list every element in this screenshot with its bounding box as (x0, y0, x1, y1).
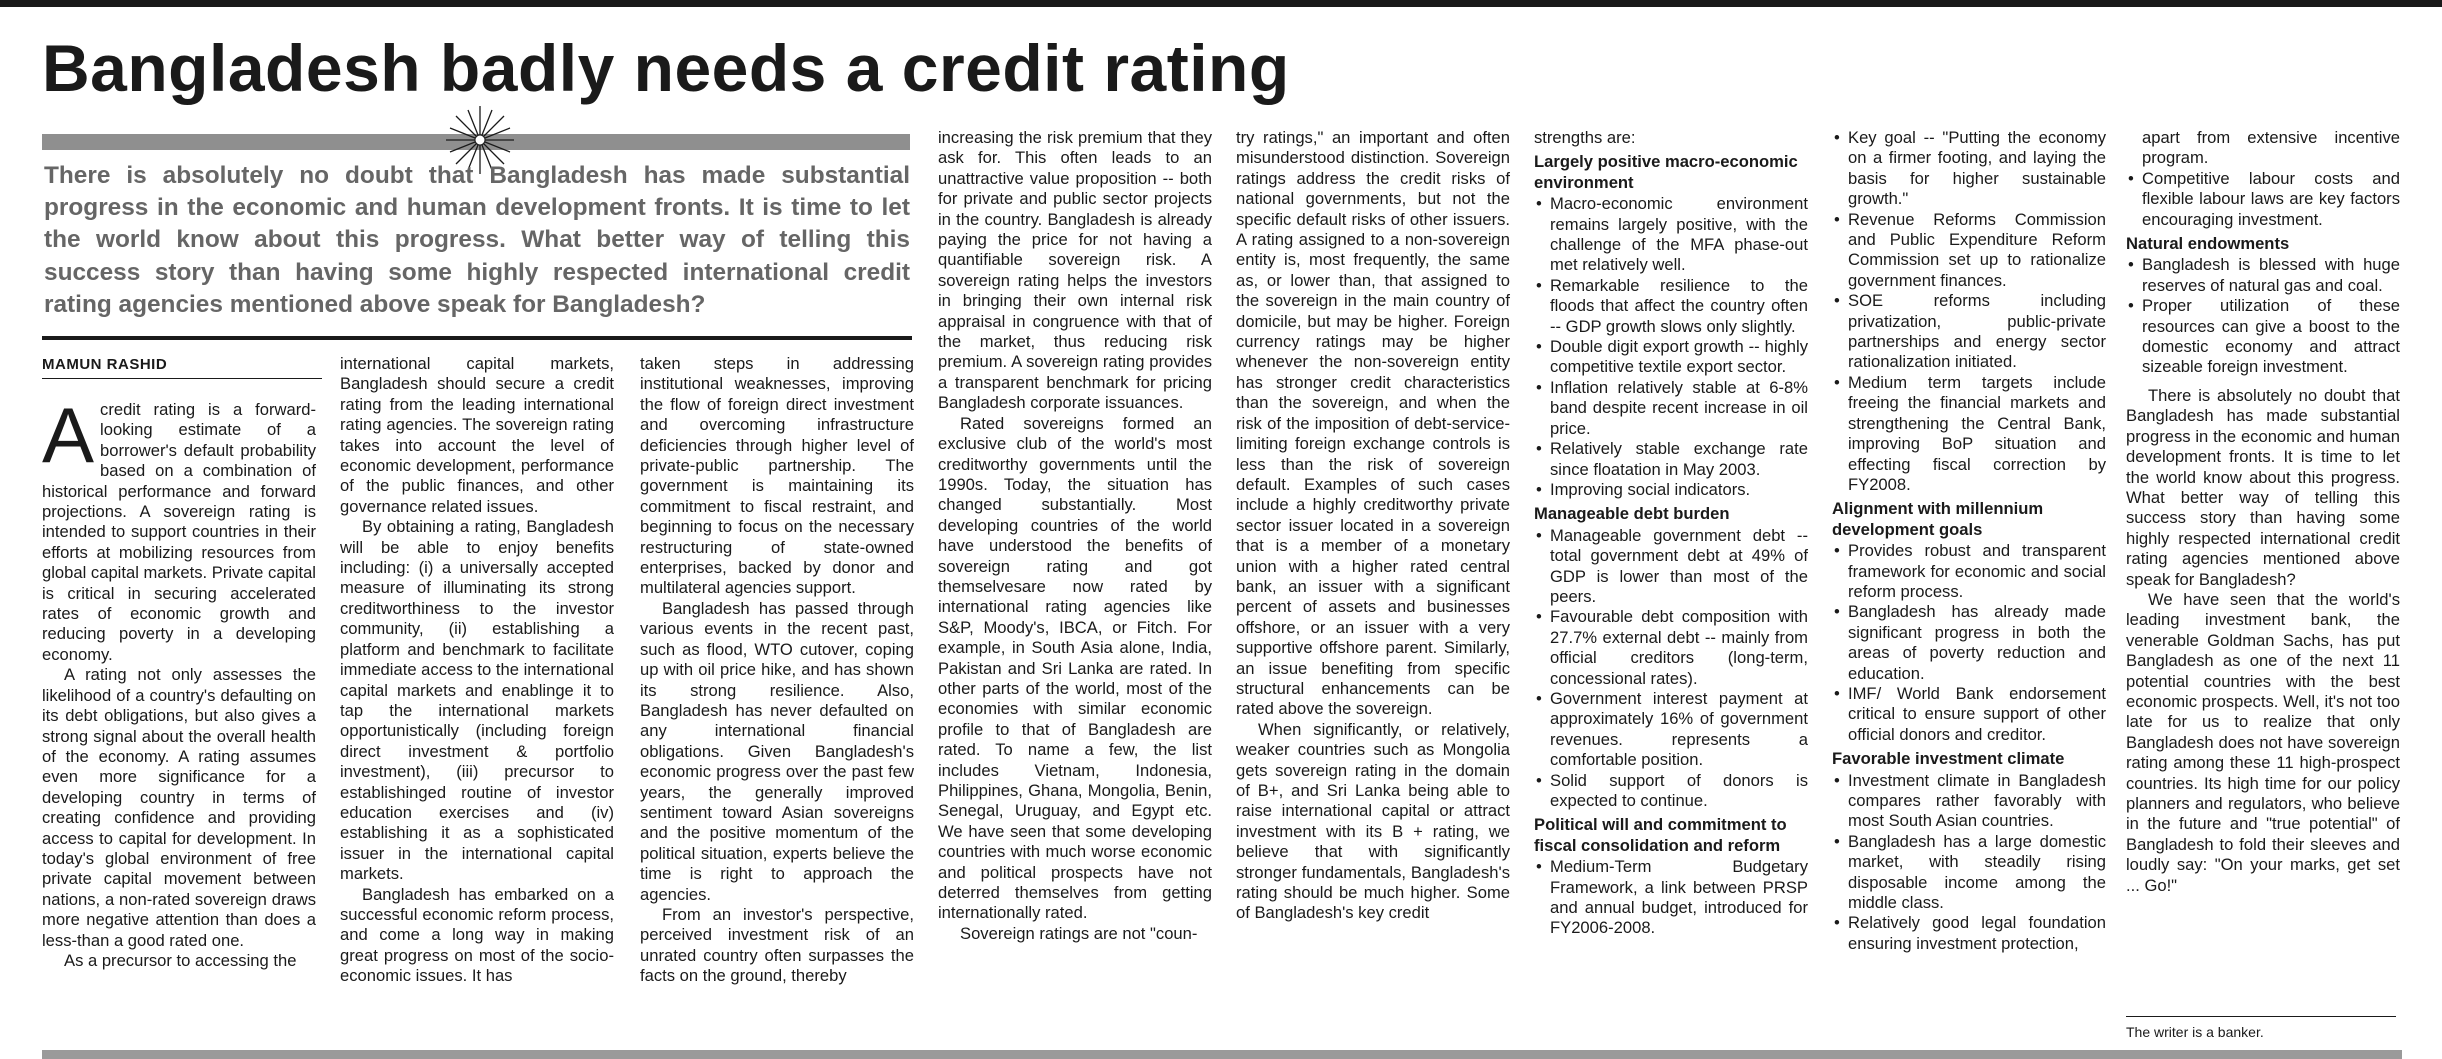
byline: MAMUN RASHID (42, 356, 168, 373)
list-item: • Remarkable resilience to the floods that affect the country often -- GDP growth slows only slightly. (1534, 276, 1808, 337)
paragraph: As a precursor to accessing the (64, 950, 297, 970)
standfirst: There is absolutely no doubt that Bangladesh has made substantial progress in the economic and human development fronts. It is time to let the world know about this progress. What better way of telling this success story than having some highly respected international credit rating agencies mentioned above speak for Bangladesh? (44, 162, 910, 318)
column-4 (938, 128, 1212, 944)
bullet-list (1832, 128, 2106, 495)
list-item: • Competitive labour costs and flexible labour laws are key factors encouraging investment. (2126, 169, 2400, 230)
paragraph: increasing the risk premium that they ask for. This often leads to an unattractive value proposition -- both for private and public sector projects in the country. Bangladesh is already paying the price for not having a quantifiable sovereign risk. A sovereign rating helps the investors in bringing their own internal risk appraisal in congruence with that of the market, thus reducing risk premium. A sovereign rating provides a transparent benchmark for pricing Bangladesh corporate issuances. (938, 128, 1212, 413)
list-item: • Investment climate in Bangladesh compares rather favorably with most South Asian countries. (1832, 771, 2106, 832)
paragraph: Rated sovereigns formed an exclusive club of the world's most creditworthy governments until the 1990s. Today, the situation has changed substantially. Most developing countries of the world have understood the benefits of sovereign rating and got themselvesare now rated by international rating agencies like S&P, Moody's, IBCA, or Fitch. For example, in South Asia alone, India, Pakistan and Sri Lanka are rated. In other parts of the world, most of the economies with similar economic profile to that of Bangladesh are rated. To name a few, the list includes Vietnam, Indonesia, Philippines, Ghana, Mongolia, Benin, Senegal, Uruguay, and Egypt etc. We have seen that some developing countries with much worse economic and political prospects have not deterred themselves from getting internationally rated. (938, 413, 1212, 923)
list-item: • Favourable debt composition with 27.7% external debt -- mainly from official creditors (long-term, concessional rates). (1534, 607, 1808, 689)
standfirst-rule (42, 336, 912, 340)
drop-cap: A (42, 391, 95, 479)
paragraph: From an investor's perspective, perceived investment risk of an unrated country often surpasses the facts on the ground, thereby (640, 904, 914, 986)
paragraph-text: credit rating is a forward-looking estimate of a borrower's default probability based on a combination of historical performance and forward projections. A sovereign rating is intended to support countries in their efforts at mobilizing resources from global capital markets. Private capital is critical in securing accelerated rates of economic growth and reducing poverty in a developing economy. (42, 400, 316, 664)
list-item: • Relatively good legal foundation ensuring investment protection, (1832, 913, 2106, 954)
paragraph: When significantly, or relatively, weaker countries such as Mongolia gets sovereign rating in the domain of B+, and Sri Lanka being able to raise international capital or attract investment with its B + rating, we believe that with significantly stronger fundamentals, Bangladesh's rating should be much higher. Some of Bangladesh's key credit (1236, 719, 1510, 923)
subheading: Manageable debt burden (1534, 504, 1730, 524)
list-item: • Medium-Term Budgetary Framework, a link between PRSP and annual budget, introduced for FY2006-2008. (1534, 857, 1808, 939)
list-item: • Manageable government debt -- total government debt at 49% of GDP is lower than most of the peers. (1534, 526, 1808, 608)
list-item: • IMF/ World Bank endorsement critical to ensure support of other official donors and creditor. (1832, 684, 2106, 745)
paragraph: Sovereign ratings are not "coun- (960, 923, 1198, 943)
list-item: • Bangladesh is blessed with huge reserves of natural gas and coal. (2126, 255, 2400, 296)
list-item: • Government interest payment at approximately 16% of government revenues. represents a comfortable position. (1534, 689, 1808, 771)
top-rule (0, 0, 2442, 7)
list-item: • Solid support of donors is expected to continue. (1534, 771, 1808, 812)
list-item: • Revenue Reforms Commission and Public Expenditure Reform Commission set up to rationalize government finances. (1832, 210, 2106, 292)
column-3 (640, 354, 914, 987)
subheading: Favorable investment climate (1832, 749, 2065, 769)
paragraph: try ratings," an important and often misunderstood distinction. Sovereign ratings address the credit risks of national governments, but not the specific default risks of other issuers. A rating assigned to a non-sovereign entity is, most frequently, the same as, or lower than, that assigned to the sovereign in the main country of domicile, but may be higher. Foreign currency ratings may be higher whenever the non-sovereign entity has stronger credit characteristics than the sovereign, and when the risk of the imposition of debt-service-limiting foreign exchange controls is less than the risk of sovereign default. Examples of such cases include a highly creditworthy private sector issuer located in a sovereign that is a member of a monetary union with a higher rated central bank, an issuer with a significant percent of assets and businesses offshore, or an issuer with a very supportive offshore parent. Similarly, an issue benefiting from specific structural enhancements can be rated above the sovereign. (1236, 128, 1510, 719)
list-item: • Bangladesh has already made significant progress in both the areas of poverty reduction and education. (1832, 602, 2106, 684)
column-7 (1832, 128, 2106, 954)
list-item: • Key goal -- "Putting the economy on a firmer footing, and laying the basis for higher sustainable growth." (1832, 128, 2106, 210)
paragraph: Bangladesh has passed through various events in the recent past, such as flood, WTO cutover, coping up with oil price hike, and has shown its strong resilience. Also, Bangladesh has never defaulted on any international financial obligations. Given Bangladesh's economic progress over the past few years, the generally improved sentiment toward Asian sovereigns and the positive momentum of the political situation, experts believe the time is right to approach the agencies. (640, 598, 914, 904)
byline-rule (42, 378, 322, 379)
list-item: • Double digit export growth -- highly competitive textile export sector. (1534, 337, 1808, 378)
bullet-list (2126, 169, 2400, 230)
list-item: • Macro-economic environment remains largely positive, with the challenge of the MFA phase-out met relatively well. (1534, 194, 1808, 276)
list-item: • Bangladesh has a large domestic market, with steadily rising disposable income among the middle class. (1832, 832, 2106, 914)
footnote-rule (2126, 1016, 2396, 1017)
headline: Bangladesh badly needs a credit rating (42, 31, 1290, 105)
paragraph: There is absolutely no doubt that Bangladesh has made substantial progress in the economic and human development fronts. It is time to let the world know about this progress. What better way of telling this success story than having some highly respected international credit rating agencies mentioned above speak for Bangladesh? (2126, 385, 2400, 589)
subheading: Natural endowments (2126, 234, 2290, 254)
column-5 (1236, 128, 1510, 924)
bottom-grey-bar (42, 1050, 2402, 1059)
paragraph: By obtaining a rating, Bangladesh will be able to enjoy benefits including: (i) a universally accepted measure of illuminating its strong creditworthiness to the investor community, (ii) establishing a platform and benchmark to facilitate immediate access to the international capital markets and enablinge it to tap the international markets opportunistically (including foreign direct investment & portfolio investment), (iii) precursor to establishinged routine of investor education exercises and (iv) establishing it as a sophisticated issuer in the international capital markets. (340, 517, 614, 884)
subheading: Political will and commitment to fiscal consolidation and reform (1534, 815, 1787, 855)
bullet-list (1534, 526, 1808, 812)
list-item: • SOE reforms including privatization, public-private partnerships and energy sector rationalization initiated. (1832, 291, 2106, 373)
subheading: Alignment with millennium development goals (1832, 499, 2044, 539)
paragraph: apart from extensive incentive program. (2142, 128, 2400, 168)
column-6 (1534, 128, 1808, 939)
subheading: Largely positive macro-economic environment (1534, 152, 1798, 192)
list-item: • Improving social indicators. (1534, 480, 1808, 500)
bullet-list (1534, 857, 1808, 939)
bullet-list (2126, 255, 2400, 377)
paragraph: taken steps in addressing institutional weaknesses, improving the flow of foreign direct investment and overcoming infrastructure deficiencies through higher level of private-public partnership. The government is maintaining its commitment to fiscal restraint, and beginning to focus on the necessary restructuring of state-owned enterprises, backed by donor and multilateral agencies support. (640, 354, 914, 598)
column-8 (2126, 128, 2400, 896)
paragraph: strengths are: (1534, 128, 1636, 147)
list-item: • Relatively stable exchange rate since floatation in May 2003. (1534, 439, 1808, 480)
column-1 (42, 391, 316, 971)
paragraph: We have seen that the world's leading investment bank, the venerable Goldman Sachs, has put Bangladesh as one of the next 11 potential countries with the best economic prospects. Well, it's not too late for us to realize that only Bangladesh does not have sovereign rating among these 11 high-prospect countries. Its high time for our policy planners and regulators, who believe in the future and "true potential" of Bangladesh to fold their sleeves and loudly say: "On your marks, get set ... Go!" (2126, 589, 2400, 895)
list-item: • Inflation relatively stable at 6-8% band despite recent increase in oil price. (1534, 378, 1808, 439)
bullet-list (1534, 194, 1808, 500)
column-2 (340, 354, 614, 987)
bullet-list (1832, 771, 2106, 955)
bullet-list (1832, 541, 2106, 745)
paragraph (42, 391, 316, 665)
paragraph: international capital markets, Bangladesh should secure a credit rating from the leading international rating agencies. The sovereign rating takes into account the level of economic development, performance of the public finances, and other governance related issues. (340, 354, 614, 516)
author-note: The writer is a banker. (2126, 1024, 2264, 1040)
list-item: • Provides robust and transparent framework for economic and social reform process. (1832, 541, 2106, 602)
paragraph: A rating not only assesses the likelihood of a country's defaulting on its debt obligations, but also gives a strong signal about the overall health of the economy. A rating assumes even more significance for a developing country in terms of creating confidence and providing access to capital for development. In today's global environment of free private capital movement between nations, a non-rated sovereign draws more negative attention than does a less-than a good rated one. (42, 665, 316, 950)
paragraph: Bangladesh has embarked on a successful economic reform process, and come a long way in making great progress on most of the socio-economic issues. It has (340, 884, 614, 986)
list-item: • Medium term targets include freeing the financial markets and strengthening the Central Bank, improving BoP situation and effecting fiscal correction by FY2008. (1832, 373, 2106, 495)
list-item: • Proper utilization of these resources can give a boost to the domestic economy and attract sizeable foreign investment. (2126, 296, 2400, 378)
